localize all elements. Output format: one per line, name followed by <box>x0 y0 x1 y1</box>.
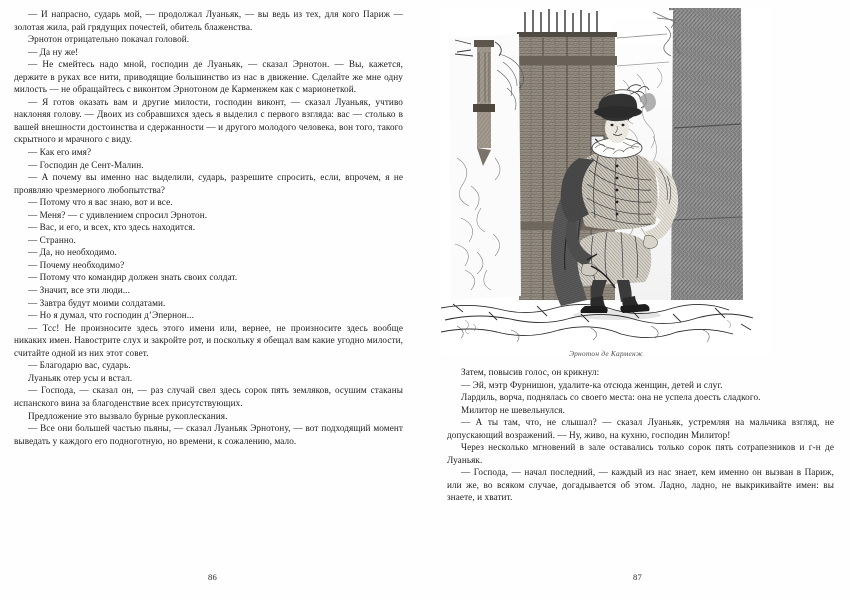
paragraph: — Тсс! Не произносите здесь этого имени или, вернее, не произносите здесь вообще никаких имен. Навострите слух и закройте рот, и поскольку я обещал вам какие угодно милости, считайте одной из них этот совет. <box>14 322 403 358</box>
paragraph: — Меня? — с удивлением спросил Эрнотон. <box>28 209 208 220</box>
paragraph: — Странно. <box>28 234 76 245</box>
paragraph: — Не смейтесь надо мной, господин де Луаньяк, — сказал Эрнотон. — Вы, кажется, держите в руках все нити, приводящие большинство из нас в движение. Сделайте же мне одну милость — не обращайтесь с виконтом Эрнотоном де Карменжем как с марионеткой. <box>14 59 403 95</box>
paragraph: — Но я думал, что господин д’Эпернон... <box>28 310 194 321</box>
right-page <box>425 0 850 600</box>
engraving-svg <box>441 8 771 344</box>
paragraph: Через несколько мгновений в зале оставались только сорок пять сотрапезников и г-н де Луаньяк. <box>447 442 834 465</box>
paragraph: — А почему вы именно нас выделили, сударь, разрешите спросить, если, впрочем, я не проявляю чрезмерного любопытства? <box>14 172 403 195</box>
paragraph: Затем, повысив голос, он крикнул: <box>461 367 600 377</box>
paragraph: — А ты там, что, не слышал? — сказал Луаньяк, устремляя на мальчика взгляд, не допускающий возражений. — Ну, живо, на кухню, господин Милитор! <box>447 417 834 440</box>
paragraph: — Завтра будут моими солдатами. <box>28 297 166 308</box>
paragraph: — Да, но необходимо. <box>28 247 117 258</box>
paragraph: — Потому что я вас знаю, вот и все. <box>28 197 173 208</box>
page-number-left: 86 <box>208 572 217 582</box>
paragraph: — Вас, и его, и всех, кто здесь находится. <box>28 222 196 233</box>
paragraph: — Почему необходимо? <box>28 259 125 270</box>
left-page-textblock <box>14 8 403 447</box>
paragraph: — И напрасно, сударь мой, — продолжал Луаньяк, — вы ведь из тех, для кого Париж — золотая жила, рай грядущих почестей, обитель блаженства. <box>14 9 403 32</box>
paragraph: — Господин де Сент-Малин. <box>28 159 144 170</box>
paragraph: Милитор не шевельнулся. <box>461 404 565 415</box>
paragraph: Эрнотон отрицательно покачал головой. <box>28 34 190 45</box>
illustration-figure <box>441 8 771 356</box>
paragraph: — Да ну же! <box>28 46 79 57</box>
illustration-caption: Эрнотон де Карменж <box>569 349 643 358</box>
paragraph: — Как его имя? <box>28 147 92 158</box>
paragraph: — Значит, все эти люди... <box>28 285 130 296</box>
paragraph: — Потому что командир должен знать своих солдат. <box>28 272 238 283</box>
paragraph: — Господа, — сказал он, — раз случай свел здесь сорок пять земляков, осушим стаканы испанского вина за благоденствие всех присутствующих. <box>14 385 403 408</box>
paragraph: Луаньяк отер усы и встал. <box>28 372 133 383</box>
engraving-image <box>441 8 771 356</box>
paragraph: — Все они большей частью пьяны, — сказал Луаньяк Эрнотону, — вот подходящий момент выведать у каждого его подноготную, но времени, к сожалению, мало. <box>14 423 403 446</box>
paragraph: — Благодарю вас, сударь. <box>28 360 131 371</box>
paragraph: Предложение это вызвало бурные рукоплескания. <box>28 410 228 421</box>
right-page-textblock <box>447 366 834 504</box>
paragraph: Лардиль, ворча, поднялась со своего места: она не успела доесть сладкого. <box>461 392 761 403</box>
paragraph: — Я готов оказать вам и другие милости, господин виконт, — сказал Луаньяк, учтиво наклоняя голову. — Двоих из собравшихся здесь я выделил с первого взгляда: вас — столько в вашей внешности достоинства и сдержанности — и другого молодого человека, вон того, такого скрытного и мрачного с виду. <box>14 96 403 145</box>
paragraph: — Эй, мэтр Фурнишон, удалите-ка отсюда женщин, детей и слуг. <box>461 379 723 390</box>
page-number-right: 87 <box>633 572 642 582</box>
paragraph: — Господа, — начал последний, — каждый из нас знает, кем именно он вызван в Париж, или же, во всяком случае, догадывается об этом. Ладно, ладно, не выкрикивайте имен: вы знаете, и хватит. <box>447 467 834 503</box>
